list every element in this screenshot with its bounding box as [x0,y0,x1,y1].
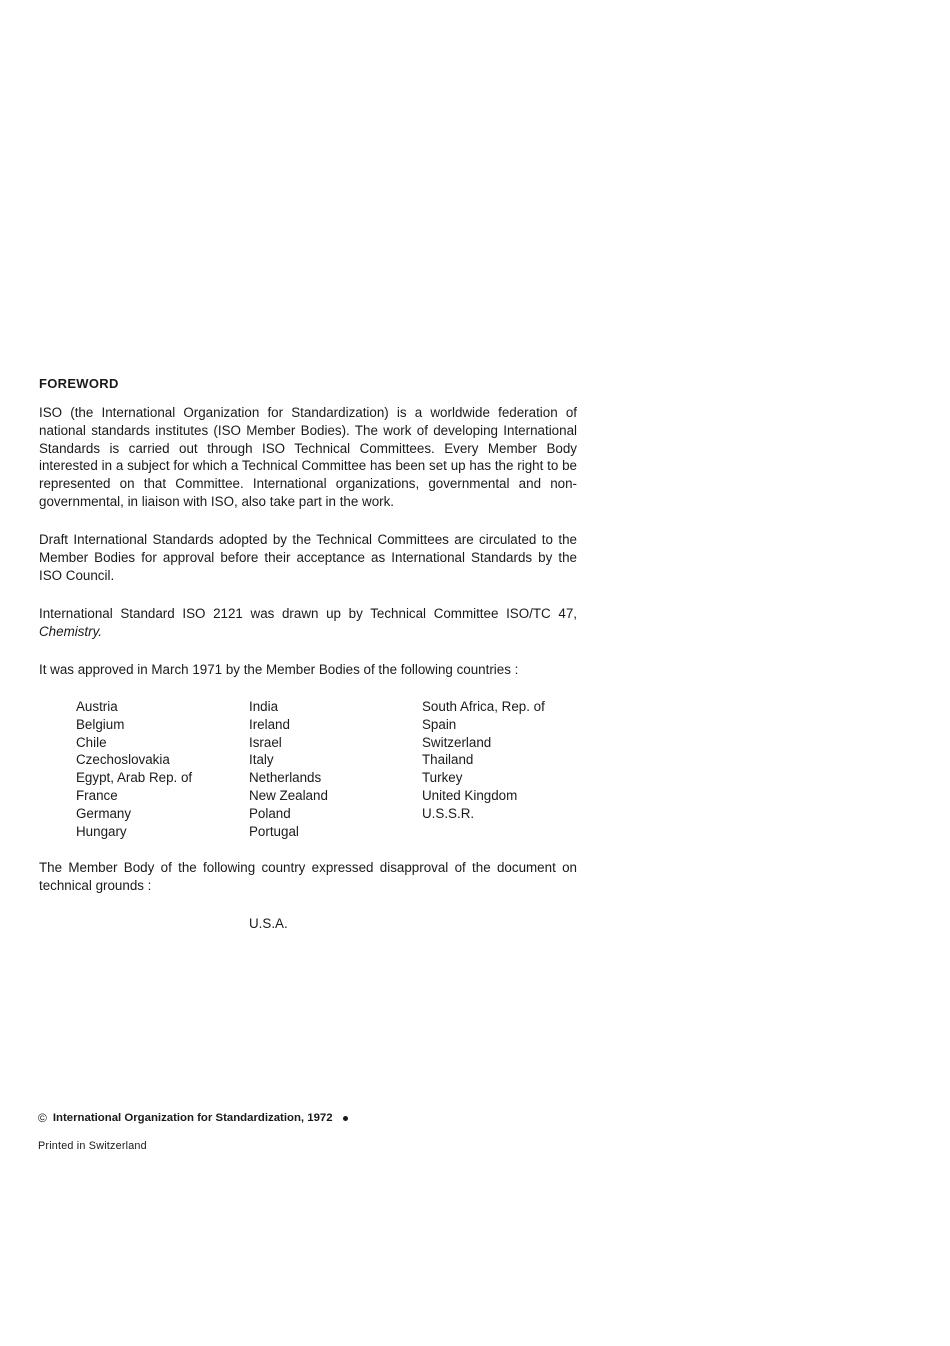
copyright-line [38,1111,348,1125]
country-item: U.S.S.R. [422,805,475,821]
country-item: Spain [422,716,457,732]
country-item: Poland [249,805,291,821]
foreword-paragraph-iso: ISO (the International Organization for Standardization) is a worldwide federation of national standards institutes (ISO Member Bodies). The work of developing International Standards is carried out through ISO Technical Committees. Every Member Body interested in a subject for which a Technical Committee has been set up has the right to be represented on that Committee. International organizations, governmental and non-governmental, in liaison with ISO, also take part in the work. [39,405,577,509]
country-item: Thailand [422,752,474,768]
foreword-paragraph-approval: It was approved in March 1971 by the Member Bodies of the following countries : [39,662,519,677]
country-item: Czechoslovakia [76,752,170,768]
copyright-text: International Organization for Standardization, 1972 [52,1112,333,1124]
country-item: Turkey [422,770,463,786]
country-item: Portugal [249,823,299,839]
country-item: New Zealand [249,787,328,803]
country-item: Germany [76,805,132,821]
foreword-paragraph-standard [39,605,577,641]
country-item: India [249,699,279,714]
country-item: Israel [249,734,282,750]
bullet-dot-icon [343,1116,348,1121]
disapproving-country: U.S.A. [249,916,288,931]
country-item: Italy [249,752,274,768]
country-item: Chile [76,734,107,750]
country-item: South Africa, Rep. of [422,699,545,714]
printed-in-note: Printed in Switzerland [38,1140,147,1152]
country-item: Ireland [249,716,290,732]
country-item: Netherlands [249,770,322,786]
country-item: Switzerland [422,734,492,750]
country-item: Egypt, Arab Rep. of [76,770,193,786]
standard-text: International Standard ISO 2121 was drawn up by Technical Committee ISO/TC 47, [39,606,577,621]
country-item: United Kingdom [422,787,518,803]
foreword-paragraph-disapproval: The Member Body of the following country expressed disapproval of the document on technical grounds : [39,860,577,893]
copyright-icon: © [38,1111,47,1125]
country-item: Belgium [76,716,125,732]
country-list-column-1 [76,698,246,840]
foreword-heading: FOREWORD [39,376,119,391]
country-item: France [76,787,118,803]
foreword-paragraph-drafts: Draft International Standards adopted by the Technical Committees are circulated to the Member Bodies for approval before their acceptance as International Standards by the ISO Council. [39,532,577,583]
country-list-column-3 [422,698,592,823]
country-item: Austria [76,699,118,714]
country-item: Hungary [76,823,127,839]
committee-name: Chemistry. [39,623,102,639]
country-list-column-2 [249,698,419,840]
